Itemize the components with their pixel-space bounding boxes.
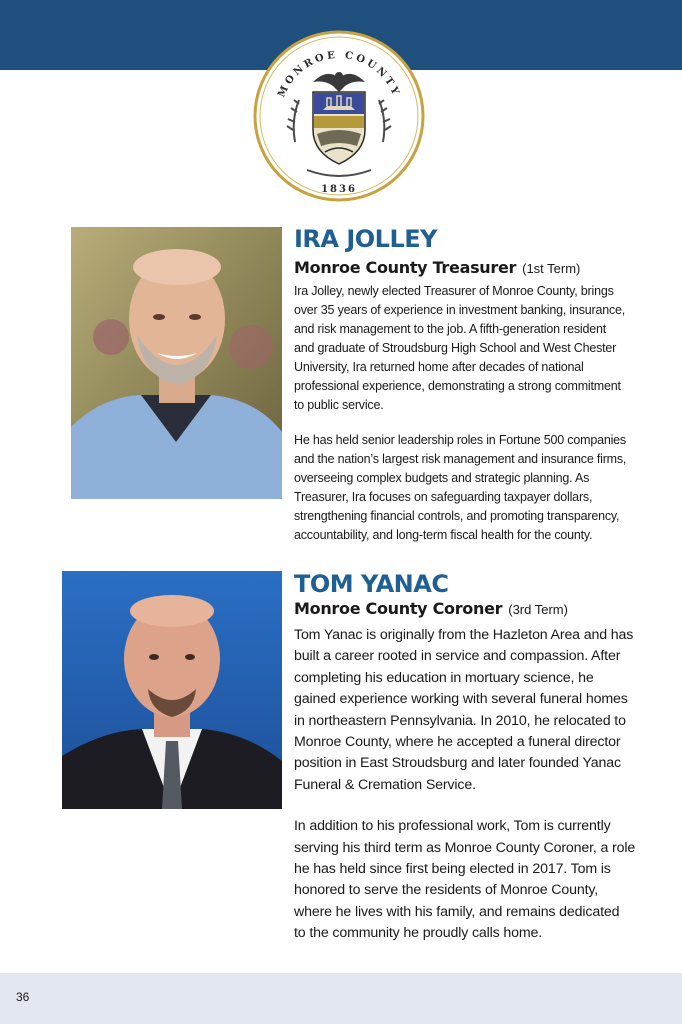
bio-paragraph: He has held senior leadership roles in Fortune 500 companies and the nation’s largest risk management and insurance firms, overseeing complex budgets and strategic planning. As Treasurer, Ira focuses on safeguarding taxpayer dollars, strengthening financial controls, and promoting transparency, accountability, and long-term fiscal health for the county. — [294, 433, 627, 542]
person-role: Monroe County Coroner — [294, 599, 503, 618]
person-term: (3rd Term) — [508, 602, 568, 617]
person-name: IRA JOLLEY — [294, 225, 438, 253]
bio-paragraph: Tom Yanac is originally from the Hazleton Area and has built a career rooted in service and compassion. After completing his education in mortuary science, he gained experience working with several funeral homes in northeastern Pennsylvania. In 2010, he relocated to Monroe County, where he accepted a funeral director position in East Stroudsburg and later founded Yanac Funeral & Cremation Service. — [294, 627, 634, 793]
ira-jolley-bio — [294, 225, 666, 545]
role-line — [294, 257, 666, 280]
tom-yanac-photo — [62, 571, 282, 809]
seal-year: 1836 — [321, 184, 357, 195]
bio-paragraph: Ira Jolley, newly elected Treasurer of Monroe County, brings over 35 years of experience in investment banking, insurance, and risk management to the job. A fifth-generation resident and graduate of Stroudsburg High School and West Chester University, Ira returned home after decades of national professional experience, demonstrating a strong commitment to public service. — [294, 284, 626, 412]
role-line — [294, 598, 666, 621]
seal-top-text: MONROE COUNTY — [276, 49, 402, 100]
tom-yanac-bio — [294, 570, 666, 945]
person-role: Monroe County Treasurer — [294, 258, 517, 277]
person-term: (1st Term) — [522, 261, 581, 276]
seal-emblem-icon — [253, 30, 425, 202]
ira-jolley-photo — [71, 227, 282, 499]
person-name: TOM YANAC — [294, 570, 449, 598]
county-seal — [253, 30, 425, 202]
bio-paragraph: In addition to his professional work, Tom is currently serving his third term as Monroe County Coroner, a role he has held since first being elected in 2017. Tom is honored to serve the residents of Monroe County, where he lives with his family, and remains dedicated to the community he proudly calls home. — [294, 818, 636, 942]
page-number: 36 — [16, 990, 30, 1004]
footer-band — [0, 973, 682, 1024]
